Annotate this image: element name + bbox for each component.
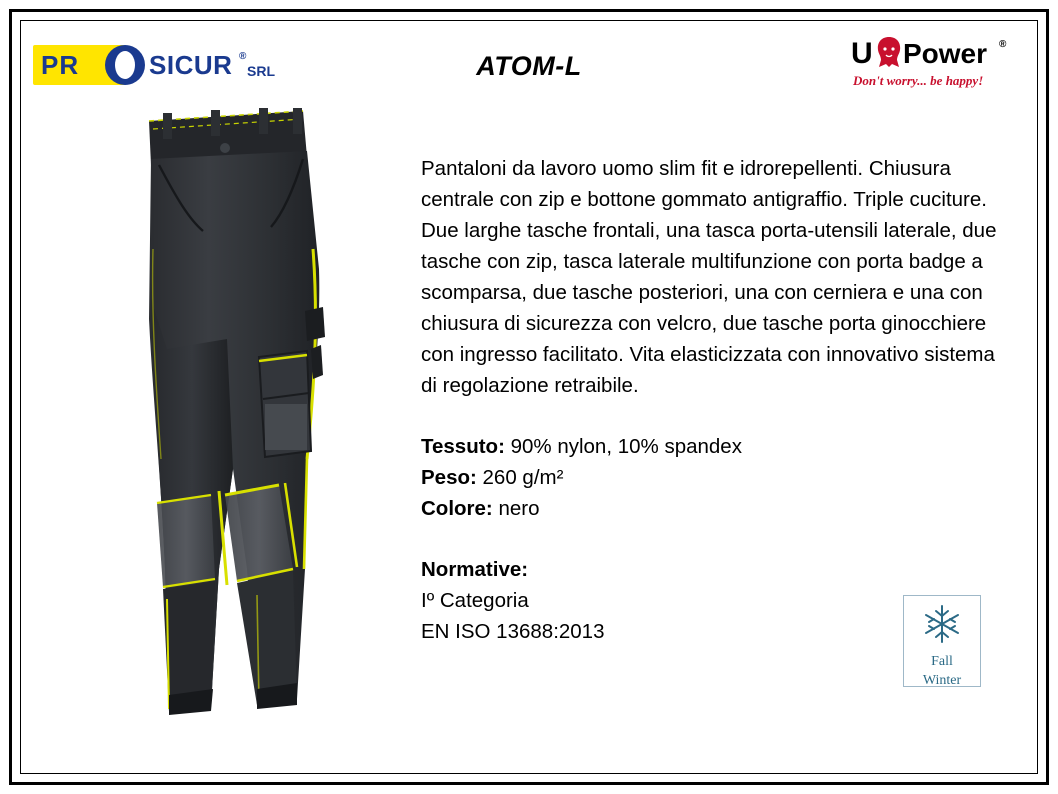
prosicur-pro-text: PR [41, 50, 80, 80]
product-specs [421, 431, 1001, 524]
spec-row-tessuto [421, 431, 1001, 462]
fall-winter-badge [903, 595, 981, 687]
spec-value-tessuto: 90% nylon, 10% spandex [504, 435, 742, 458]
spec-label-colore: Colore: [421, 497, 493, 520]
product-description-text: Pantaloni da lavoro uomo slim fit e idrorepellenti. Chiusura centrale con zip e bottone gommato antigraffio. Triple cuciture. Due larghe tasche frontali, una tasca porta-utensili laterale, due tasche con zip, tasca laterale multifunzione con porta badge a scomparsa, due tasche posteriori, una con cerniera e una con chiusura di sicurezza con velcro, due tasche porta ginocchiere con ingresso facilitato. Vita elasticizzata con innovativo sistema di regolazione retraibile. [421, 157, 997, 397]
upower-power-text: Power [903, 38, 988, 69]
snowflake-icon [904, 602, 980, 651]
page-title: ATOM-L [476, 51, 582, 81]
upower-registered-mark: ® [999, 39, 1007, 50]
spec-row-peso [421, 462, 1001, 493]
product-photo [107, 99, 407, 729]
norms-title: Normative: [421, 558, 529, 581]
product-description-block [421, 153, 1001, 647]
norms-line-standard: EN ISO 13688:2013 [421, 620, 605, 643]
badge-label-fall: Fall [931, 654, 953, 669]
outer-border [9, 9, 1049, 785]
spec-label-tessuto: Tessuto: [421, 435, 505, 458]
spec-row-colore [421, 493, 1001, 524]
prosicur-sicur-text: SICUR [149, 50, 233, 80]
spec-label-peso: Peso: [421, 466, 477, 489]
upower-u-letter: U [851, 37, 873, 70]
spec-value-peso: 260 g/m² [476, 466, 564, 489]
upower-tagline: Don't worry... be happy! [853, 73, 984, 88]
upower-logo [851, 37, 1011, 95]
norms-line-category: Iº Categoria [421, 589, 529, 612]
upower-wordmark [851, 37, 1011, 71]
prosicur-registered-mark: ® [239, 51, 247, 62]
spec-value-colore: nero [492, 497, 540, 520]
page-header [21, 21, 1037, 109]
lion-head-icon [875, 36, 903, 68]
badge-label-winter: Winter [922, 673, 962, 688]
inner-border [20, 20, 1038, 774]
prosicur-srl-text: SRL [247, 63, 275, 79]
